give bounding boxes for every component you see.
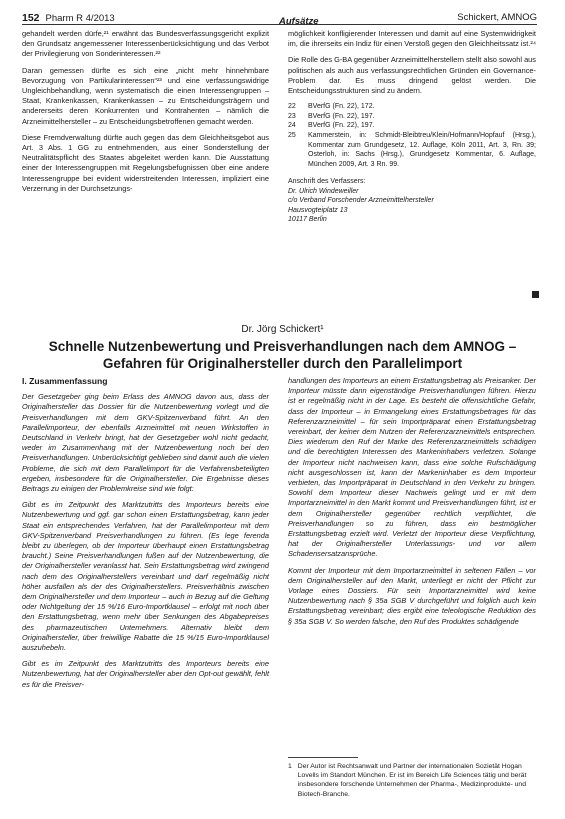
top-right-column xyxy=(288,29,536,224)
page-header xyxy=(22,12,537,28)
footnote xyxy=(288,757,536,799)
page-number: 152 xyxy=(22,12,40,24)
end-of-article-mark xyxy=(532,291,539,298)
address-line: c/o Verband Forschender Arzneimittelhersteller xyxy=(288,197,434,205)
author-address xyxy=(288,177,536,224)
paragraph: Diese Fremdverwaltung dürfte auch gegen das dem Gleichheitsgebot aus Art. 3 Abs. 1 GG zu entnehmenden, aus einer Sonderstellung der Neutralitätspflicht des Staates abgeleitet werden kann. Die Ausstattung einer der Interessengruppen mit Regelungsbefugnissen über eine andere Interessengruppe bei evident widerstreitenden Interessen, impliziert eine Verzerrung in der Durchsetzungs- xyxy=(22,132,269,193)
paragraph: Kommt der Importeur mit dem Importarzneimittel in seltenen Fällen – vor dem Originalhersteller auf den Markt, unterliegt er nicht der Pflicht zur Vorlage eines Dossiers. Für sein Importarzneimittel wird keine Nutzenbewertung nach § 35a SGB V durchgeführt und folglich auch kein Erstattungsbetrag vereinbart; dies ergibt eine teleologische Reduktion des § 35a SGB V. So werden falsche, den Ruf des Produktes schädigende xyxy=(288,565,536,626)
article-author: Dr. Jörg Schickert¹ xyxy=(241,324,324,335)
footnote-rule xyxy=(288,757,358,758)
journal-name: Pharm R 4/2013 xyxy=(45,13,115,24)
section-label: Aufsätze xyxy=(279,16,319,27)
paragraph: Gibt es im Zeitpunkt des Marktzutritts des Importeurs bereits eine Nutzenbewertung und ggf. gar schon einen Erstattungsbetrag, kann jeder Staat ein entsprechendes Verfahren, hat der Parallelimporteur mit dem GKV-Spitzenverband Preisverhandlungen zu führen. (Es lege ferenda bleibt zu überlegen, ob der Importeur überhaupt einen Erstattungsbetrag braucht.) Seine Preisverhandlungen fußen auf der Nutzenbewertung, die der Originalhersteller veranlasst hat. Sein Erstattungsbetrag wird zwingend nach dem des Originalherstellers vereinbart und darf regelmäßig nicht höher ausfallen als der des Originalherstellers. Preisverhältnis zwischen dem Originalhersteller und dem Importeur – auch in Bezug auf die Geltung oder Nichtgeltung der 15 %/16 Euro-Importklausel – erfolgt mit noch über den Erstattungsbetrag, wenn mehr über Senkungen des Abgabepreises des pharmazeutischen Unternehmers. Alternativ bleibt dem Originalhersteller, über freiwillige Rabatte die 15 %/15 Euro-Importklausel auszuhebeln. xyxy=(22,500,269,653)
paragraph: Der Gesetzgeber ging beim Erlass des AMNOG davon aus, dass der Originalhersteller das Dossier für die Nutzenbewertung vorlegt und die Preisverhandlungen mit dem GKV-Spitzenverband führt. An den Parallelimporteur, der ebenfalls Arzneimittel mit neuen Wirkstoffen in Deutschland in Verkehr bringt, hat der Gesetzgeber wohl nicht gedacht, weder im Zusammenhang mit der Nutzenbewertung noch bei den Preisverhandlungen. Unberücksichtigt geblieben sind damit auch die vielen Probleme, die sich mit dem Parallelimport für die Verfahrensbeteiligten ergeben, insbesondere für die Originalhersteller. Die Ergebnisse dieses Beitrags zu einigen der Problemkreise sind wie folgt: xyxy=(22,392,269,494)
endnote: 24 BVerfG (Fn. 22), 197. xyxy=(288,122,375,130)
paragraph: gehandelt werden dürfe,²¹ erwähnt das Bundesverfassungsgericht explizit den Grundsatz angemessener Interessenberücksichtigung und das Verbot der Privilegierung von Sonderinteressen.²² xyxy=(22,29,269,59)
endnote: 23 BVerfG (Fn. 22), 197. xyxy=(288,112,375,120)
endnotes xyxy=(288,102,536,169)
bottom-right-column xyxy=(288,376,536,633)
section-heading: I. Zusammenfassung xyxy=(22,376,108,386)
paragraph: möglichkeit konfligierender Interessen und damit auf eine Systemwidrigkeit im, die ihrerseits ein Indiz für einen Verstoß gegen den Gleichheitssatz ist.²⁴ xyxy=(288,29,537,49)
paragraph: Daran gemessen dürfte es sich eine „nicht mehr hinnehmbare Bevorzugung von Partikularinteressen“²³ und eine verfassungswidrige Ungleichbehandlung, wenn systematisch die einen Interessengruppen – Staat, Krankenkassen, Krankenkassen – zu Entscheidungsträgern und andererseits deren Konkurrenten und Kontrahenten – nämlich die Arzneimittelhersteller – zu Entscheidungsbetroffenen gemacht werden. xyxy=(22,65,269,126)
bottom-left-column xyxy=(22,376,269,696)
paragraph: handlungen des Importeurs an einem Erstattungsbetrag als Preisanker. Der Importeur müsste dann eigenständige Preisverhandlungen führen. Hierzu ist er regelmäßig nicht in der Lage. Es besteht die offensichtliche Gefahr, dass der Importeur – in Ermangelung eines Erstattungsbetrages für das Referenzarzneimittel – für sein Importpräparat einen Erstattungsbetrag vereinbart, der keiner dem Nutzen der Referenzarzneimittels entsprechen. Dies wiederum den Ruf der Marke des Referenzarzneimittels schädigen und die berechtigten Interessen des Markeninhabers verletzen. Solange der Importeur nicht nachweisen kann, dass eine solche Rufschädigung nicht ausgeschlossen ist, kann der Markeninhaber es dem Importeur verbieten, das Importpräparat in Deutschland in den Verkehr zu bringen. Sowohl dem Importeur dieser Nachweis gelingt und er mit dem Importarzneimittel in den Markt kommt und Preisverhandlungen führt, ist er dem Originalhersteller gegenüber rechtlich verpflichtet, die Preisverhandlungen so zu führen, dass ein bestmöglicher Erstattungsbetrag erzielt wird. Verletzt der Importeur diese Verpflichtung, hat der Originalhersteller Unterlassungs- und vor allem Schadensersatzansprüche. xyxy=(288,376,536,559)
footnote-text: Der Autor ist Rechtsanwalt und Partner der internationalen Sozietät Hogan Lovells im Standort München. Er ist im Bereich Life Sciences tätig und berät insbesondere forschende Unternehmen der Pharma-, Medizinprodukte- und Biotech-Branche. xyxy=(297,763,527,798)
running-head: Schickert, AMNOG xyxy=(457,12,537,23)
endnote: 25 Kammerstein, in: Schmidt-Bleibtreu/Klein/Hofmann/Hopfauf (Hrsg.), Kommentar zum Grundgesetz, 12. Auflage, Köln 2011, Art. 3, Rn. 39; Osterloh, in: Sachs (Hrsg.), Grundgesetz Kommentar, 6. Auflage, München 2009, Art. 3 Rn. 99. xyxy=(288,132,536,168)
address-line: Hausvogteiplatz 13 xyxy=(288,206,348,214)
address-line: 10117 Berlin xyxy=(288,216,327,223)
top-left-column xyxy=(22,29,269,257)
paragraph: Die Rolle des G-BA gegenüber Arzneimittelherstellern stellt also sowohl aus politischen als auch aus verfassungsrechtlichen Gründen ein Governance-Problem dar. Es muss dringend gelöst werden. Die Entscheidungsstrukturen sind zu ändern. xyxy=(288,55,536,96)
footnote-number: 1 xyxy=(288,763,292,770)
endnote: 22 BVerfG (Fn. 22), 172. xyxy=(288,103,375,111)
article-title: Schnelle Nutzenbewertung und Preisverhandlungen nach dem AMNOG – Gefahren für Originalhersteller durch den Parallelimport xyxy=(48,339,517,371)
header-rule xyxy=(22,24,537,25)
paragraph: Gibt es im Zeitpunkt des Marktzutritts des Importeurs bereits eine Nutzenbewertung, hat der Originalhersteller aber den Opt-out gewählt, fehlt es für die Preisver- xyxy=(22,659,269,689)
address-label: Anschrift des Verfassers: xyxy=(288,178,366,186)
address-line: Dr. Ulrich Windeweiller xyxy=(288,187,359,195)
